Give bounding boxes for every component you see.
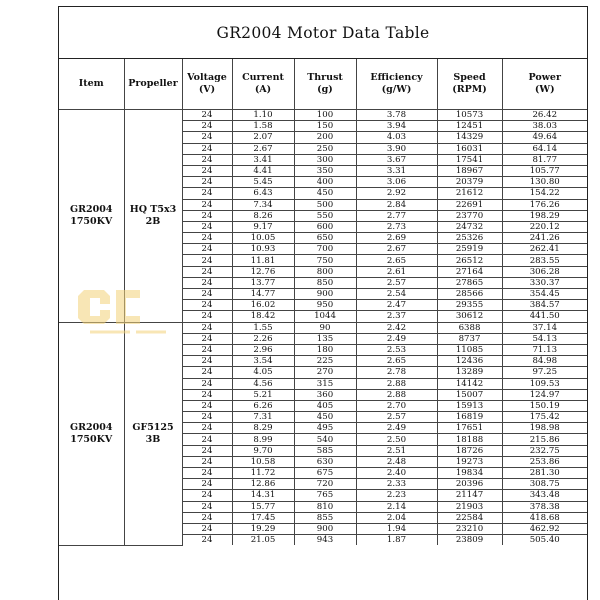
cell-voltage: 24	[182, 423, 232, 434]
cell-voltage: 24	[182, 512, 232, 523]
group-propeller-cell	[124, 110, 182, 323]
cell-current: 5.21	[232, 389, 294, 400]
cell-efficiency: 2.40	[356, 468, 437, 479]
cell-thrust: 850	[294, 277, 356, 288]
cell-speed: 21147	[437, 490, 502, 501]
cell-power: 198.29	[502, 210, 587, 221]
cell-voltage: 24	[182, 501, 232, 512]
cell-thrust: 675	[294, 468, 356, 479]
cell-efficiency: 1.87	[356, 535, 437, 546]
cell-thrust: 90	[294, 322, 356, 333]
column-header-line: (A)	[254, 84, 272, 95]
cell-efficiency: 3.06	[356, 177, 437, 188]
cell-speed: 17651	[437, 423, 502, 434]
cell-speed: 16031	[437, 143, 502, 154]
cell-efficiency: 2.48	[356, 456, 437, 467]
cell-voltage: 24	[182, 110, 232, 121]
cell-speed: 22584	[437, 512, 502, 523]
cell-power: 253.86	[502, 456, 587, 467]
cell-voltage: 24	[182, 468, 232, 479]
cell-speed: 18726	[437, 445, 502, 456]
cell-efficiency: 2.88	[356, 378, 437, 389]
column-header-line: Propeller	[128, 78, 178, 89]
cell-speed: 20396	[437, 479, 502, 490]
cell-speed: 10573	[437, 110, 502, 121]
cell-voltage: 24	[182, 221, 232, 232]
cell-thrust: 810	[294, 501, 356, 512]
table-title: GR2004 Motor Data Table	[59, 7, 587, 59]
cell-power: 198.98	[502, 423, 587, 434]
cell-thrust: 585	[294, 445, 356, 456]
cell-thrust: 950	[294, 300, 356, 311]
cell-voltage: 24	[182, 490, 232, 501]
cell-thrust: 750	[294, 255, 356, 266]
cell-speed: 23210	[437, 523, 502, 534]
cell-power: 175.42	[502, 412, 587, 423]
cell-thrust: 225	[294, 356, 356, 367]
column-header-item	[59, 59, 124, 110]
cell-thrust: 800	[294, 266, 356, 277]
cell-thrust: 650	[294, 233, 356, 244]
group-item-cell	[59, 322, 124, 545]
cell-speed: 27865	[437, 277, 502, 288]
cell-voltage: 24	[182, 300, 232, 311]
cell-efficiency: 2.84	[356, 199, 437, 210]
cell-efficiency: 2.73	[356, 221, 437, 232]
column-header-line: (g)	[317, 84, 333, 95]
cell-speed: 13289	[437, 367, 502, 378]
cell-power: 220.12	[502, 221, 587, 232]
cell-power: 154.22	[502, 188, 587, 199]
cell-power: 306.28	[502, 266, 587, 277]
cell-speed: 14142	[437, 378, 502, 389]
cell-efficiency: 2.57	[356, 412, 437, 423]
cell-thrust: 100	[294, 110, 356, 121]
cell-efficiency: 3.90	[356, 143, 437, 154]
cell-power: 330.37	[502, 277, 587, 288]
cell-thrust: 500	[294, 199, 356, 210]
cell-current: 21.05	[232, 535, 294, 546]
cell-power: 505.40	[502, 535, 587, 546]
cell-speed: 25326	[437, 233, 502, 244]
cell-voltage: 24	[182, 367, 232, 378]
cell-voltage: 24	[182, 356, 232, 367]
cell-thrust: 360	[294, 389, 356, 400]
column-header-speed	[437, 59, 502, 110]
cell-thrust: 450	[294, 188, 356, 199]
cell-current: 2.07	[232, 132, 294, 143]
column-header-propeller	[124, 59, 182, 110]
cell-current: 2.67	[232, 143, 294, 154]
cell-efficiency: 2.14	[356, 501, 437, 512]
cell-power: 354.45	[502, 289, 587, 300]
cell-efficiency: 2.77	[356, 210, 437, 221]
cell-voltage: 24	[182, 322, 232, 333]
cell-speed: 26512	[437, 255, 502, 266]
cell-current: 5.45	[232, 177, 294, 188]
cell-thrust: 400	[294, 177, 356, 188]
cell-power: 215.86	[502, 434, 587, 445]
cell-thrust: 315	[294, 378, 356, 389]
cell-voltage: 24	[182, 233, 232, 244]
cell-efficiency: 2.70	[356, 400, 437, 411]
cell-speed: 25919	[437, 244, 502, 255]
cell-current: 6.26	[232, 400, 294, 411]
cell-thrust: 540	[294, 434, 356, 445]
cell-efficiency: 2.54	[356, 289, 437, 300]
cell-efficiency: 2.51	[356, 445, 437, 456]
cell-efficiency: 2.37	[356, 311, 437, 322]
cell-efficiency: 2.49	[356, 333, 437, 344]
cell-speed: 27164	[437, 266, 502, 277]
cell-voltage: 24	[182, 523, 232, 534]
cell-current: 3.54	[232, 356, 294, 367]
cell-speed: 30612	[437, 311, 502, 322]
cell-thrust: 550	[294, 210, 356, 221]
cell-speed: 15007	[437, 389, 502, 400]
cell-current: 4.41	[232, 165, 294, 176]
cell-thrust: 495	[294, 423, 356, 434]
cell-power: 26.42	[502, 110, 587, 121]
cell-efficiency: 2.65	[356, 255, 437, 266]
column-header-efficiency	[356, 59, 437, 110]
cell-power: 130.80	[502, 177, 587, 188]
cell-efficiency: 2.57	[356, 277, 437, 288]
cell-speed: 23770	[437, 210, 502, 221]
column-header-line: Thrust	[307, 72, 343, 83]
cell-speed: 16819	[437, 412, 502, 423]
cell-voltage: 24	[182, 378, 232, 389]
cell-power: 54.13	[502, 333, 587, 344]
cell-current: 1.10	[232, 110, 294, 121]
motor-data-sheet	[58, 6, 588, 600]
cell-power: 97.25	[502, 367, 587, 378]
cell-voltage: 24	[182, 445, 232, 456]
cell-power: 462.92	[502, 523, 587, 534]
cell-thrust: 135	[294, 333, 356, 344]
cell-speed: 15913	[437, 400, 502, 411]
cell-current: 9.17	[232, 221, 294, 232]
cell-current: 3.41	[232, 154, 294, 165]
cell-thrust: 450	[294, 412, 356, 423]
cell-power: 38.03	[502, 121, 587, 132]
cell-efficiency: 4.03	[356, 132, 437, 143]
cell-current: 2.96	[232, 344, 294, 355]
cell-power: 150.19	[502, 400, 587, 411]
cell-thrust: 150	[294, 121, 356, 132]
cell-voltage: 24	[182, 121, 232, 132]
cell-power: 232.75	[502, 445, 587, 456]
column-header-line: Power	[528, 72, 561, 83]
cell-efficiency: 2.23	[356, 490, 437, 501]
cell-efficiency: 3.67	[356, 154, 437, 165]
cell-speed: 17541	[437, 154, 502, 165]
cell-voltage: 24	[182, 389, 232, 400]
cell-efficiency: 2.61	[356, 266, 437, 277]
cell-current: 10.93	[232, 244, 294, 255]
cell-voltage: 24	[182, 333, 232, 344]
cell-speed: 21903	[437, 501, 502, 512]
cell-voltage: 24	[182, 177, 232, 188]
cell-efficiency: 2.69	[356, 233, 437, 244]
cell-power: 124.97	[502, 389, 587, 400]
cell-voltage: 24	[182, 311, 232, 322]
column-header-line: Speed	[453, 72, 486, 83]
cell-speed: 20379	[437, 177, 502, 188]
cell-voltage: 24	[182, 165, 232, 176]
cell-thrust: 700	[294, 244, 356, 255]
cell-power: 343.48	[502, 490, 587, 501]
column-header-thrust	[294, 59, 356, 110]
cell-current: 11.72	[232, 468, 294, 479]
cell-current: 14.31	[232, 490, 294, 501]
cell-current: 7.31	[232, 412, 294, 423]
group-item-line: 1750KV	[70, 433, 113, 445]
cell-power: 281.30	[502, 468, 587, 479]
table-header	[59, 59, 587, 110]
cell-voltage: 24	[182, 400, 232, 411]
cell-power: 105.77	[502, 165, 587, 176]
cell-current: 15.77	[232, 501, 294, 512]
cell-current: 8.26	[232, 210, 294, 221]
cell-voltage: 24	[182, 434, 232, 445]
cell-current: 11.81	[232, 255, 294, 266]
cell-efficiency: 2.53	[356, 344, 437, 355]
column-header-power	[502, 59, 587, 110]
cell-current: 4.56	[232, 378, 294, 389]
cell-speed: 14329	[437, 132, 502, 143]
cell-voltage: 24	[182, 132, 232, 143]
column-header-line: Current	[242, 72, 284, 83]
group-propeller-line: 2B	[145, 215, 161, 227]
cell-power: 378.38	[502, 501, 587, 512]
cell-current: 8.99	[232, 434, 294, 445]
cell-voltage: 24	[182, 456, 232, 467]
cell-speed: 12436	[437, 356, 502, 367]
cell-thrust: 200	[294, 132, 356, 143]
group-item-line: GR2004	[70, 203, 113, 215]
cell-power: 64.14	[502, 143, 587, 154]
column-header-line: (g/W)	[381, 84, 412, 95]
cell-thrust: 180	[294, 344, 356, 355]
cell-voltage: 24	[182, 412, 232, 423]
column-header-current	[232, 59, 294, 110]
cell-current: 9.70	[232, 445, 294, 456]
cell-power: 37.14	[502, 322, 587, 333]
cell-voltage: 24	[182, 199, 232, 210]
cell-voltage: 24	[182, 289, 232, 300]
cell-current: 8.29	[232, 423, 294, 434]
cell-thrust: 600	[294, 221, 356, 232]
group-propeller-line: GF5125	[132, 421, 174, 433]
cell-voltage: 24	[182, 479, 232, 490]
cell-voltage: 24	[182, 154, 232, 165]
cell-efficiency: 2.33	[356, 479, 437, 490]
group-item-cell	[59, 110, 124, 323]
group-propeller-line: HQ T5x3	[129, 203, 177, 215]
cell-speed: 29355	[437, 300, 502, 311]
cell-speed: 21612	[437, 188, 502, 199]
cell-efficiency: 2.67	[356, 244, 437, 255]
cell-speed: 18967	[437, 165, 502, 176]
cell-current: 13.77	[232, 277, 294, 288]
cell-power: 81.77	[502, 154, 587, 165]
cell-thrust: 250	[294, 143, 356, 154]
cell-speed: 11085	[437, 344, 502, 355]
cell-power: 71.13	[502, 344, 587, 355]
table-row	[59, 322, 587, 333]
cell-thrust: 900	[294, 523, 356, 534]
cell-current: 14.77	[232, 289, 294, 300]
cell-current: 16.02	[232, 300, 294, 311]
cell-efficiency: 2.88	[356, 389, 437, 400]
cell-power: 109.53	[502, 378, 587, 389]
cell-speed: 19273	[437, 456, 502, 467]
cell-voltage: 24	[182, 188, 232, 199]
cell-speed: 23809	[437, 535, 502, 546]
cell-speed: 6388	[437, 322, 502, 333]
table-body	[59, 110, 587, 546]
cell-current: 6.43	[232, 188, 294, 199]
cell-efficiency: 2.92	[356, 188, 437, 199]
cell-current: 18.42	[232, 311, 294, 322]
cell-speed: 24732	[437, 221, 502, 232]
cell-speed: 12451	[437, 121, 502, 132]
cell-thrust: 300	[294, 154, 356, 165]
cell-power: 441.50	[502, 311, 587, 322]
cell-speed: 8737	[437, 333, 502, 344]
cell-current: 4.05	[232, 367, 294, 378]
cell-thrust: 900	[294, 289, 356, 300]
column-header-line: (RPM)	[452, 84, 487, 95]
cell-current: 19.29	[232, 523, 294, 534]
cell-power: 262.41	[502, 244, 587, 255]
cell-voltage: 24	[182, 266, 232, 277]
cell-speed: 19834	[437, 468, 502, 479]
cell-efficiency: 2.50	[356, 434, 437, 445]
group-item-line: GR2004	[70, 421, 113, 433]
cell-thrust: 630	[294, 456, 356, 467]
cell-voltage: 24	[182, 535, 232, 546]
column-header-line: Efficiency	[370, 72, 423, 83]
cell-thrust: 720	[294, 479, 356, 490]
cell-efficiency: 2.49	[356, 423, 437, 434]
cell-speed: 18188	[437, 434, 502, 445]
column-header-line: (V)	[198, 84, 216, 95]
cell-voltage: 24	[182, 344, 232, 355]
cell-efficiency: 2.42	[356, 322, 437, 333]
cell-power: 384.57	[502, 300, 587, 311]
cell-voltage: 24	[182, 143, 232, 154]
header-row	[59, 59, 587, 110]
cell-current: 7.34	[232, 199, 294, 210]
cell-efficiency: 2.65	[356, 356, 437, 367]
cell-power: 84.98	[502, 356, 587, 367]
cell-efficiency: 2.04	[356, 512, 437, 523]
group-propeller-line: 3B	[145, 433, 161, 445]
cell-thrust: 405	[294, 400, 356, 411]
cell-efficiency: 2.78	[356, 367, 437, 378]
cell-thrust: 765	[294, 490, 356, 501]
cell-current: 17.45	[232, 512, 294, 523]
cell-voltage: 24	[182, 277, 232, 288]
cell-thrust: 1044	[294, 311, 356, 322]
column-header-voltage	[182, 59, 232, 110]
cell-current: 2.26	[232, 333, 294, 344]
cell-power: 418.68	[502, 512, 587, 523]
column-header-line: Item	[78, 78, 104, 89]
cell-voltage: 24	[182, 255, 232, 266]
cell-thrust: 270	[294, 367, 356, 378]
cell-current: 10.58	[232, 456, 294, 467]
cell-thrust: 350	[294, 165, 356, 176]
cell-current: 12.86	[232, 479, 294, 490]
cell-speed: 28566	[437, 289, 502, 300]
cell-speed: 22691	[437, 199, 502, 210]
cell-thrust: 943	[294, 535, 356, 546]
table-row	[59, 110, 587, 121]
cell-power: 308.75	[502, 479, 587, 490]
cell-efficiency: 3.94	[356, 121, 437, 132]
column-header-line: (W)	[534, 84, 555, 95]
cell-current: 10.05	[232, 233, 294, 244]
group-item-line: 1750KV	[70, 215, 113, 227]
cell-current: 12.76	[232, 266, 294, 277]
cell-efficiency: 3.31	[356, 165, 437, 176]
cell-voltage: 24	[182, 210, 232, 221]
cell-power: 241.26	[502, 233, 587, 244]
cell-efficiency: 3.78	[356, 110, 437, 121]
cell-power: 283.55	[502, 255, 587, 266]
cell-current: 1.58	[232, 121, 294, 132]
cell-voltage: 24	[182, 244, 232, 255]
cell-thrust: 855	[294, 512, 356, 523]
motor-data-table	[59, 59, 587, 546]
column-header-line: Voltage	[187, 72, 227, 83]
cell-efficiency: 2.47	[356, 300, 437, 311]
cell-efficiency: 1.94	[356, 523, 437, 534]
group-propeller-cell	[124, 322, 182, 545]
cell-power: 49.64	[502, 132, 587, 143]
cell-current: 1.55	[232, 322, 294, 333]
cell-power: 176.26	[502, 199, 587, 210]
